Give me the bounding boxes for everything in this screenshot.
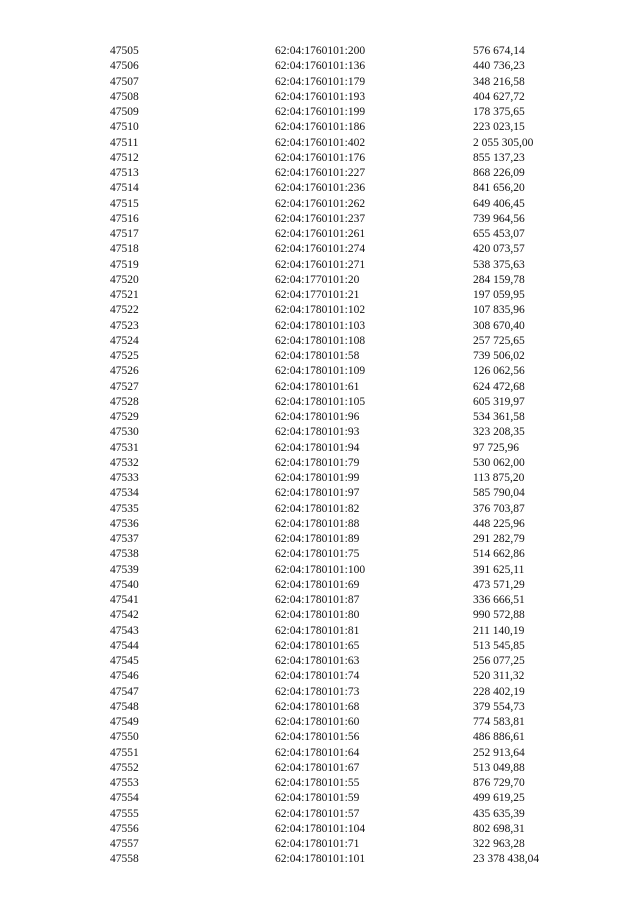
cadastral-value: 530 062,00 bbox=[473, 456, 525, 469]
cadastral-value: 576 674,14 bbox=[473, 45, 525, 57]
cadastral-number: 62:04:1760101:136 bbox=[275, 60, 366, 73]
row-number: 47523 bbox=[110, 319, 139, 332]
row-number: 47546 bbox=[110, 670, 139, 683]
row-number: 47542 bbox=[110, 609, 139, 622]
row-number: 47551 bbox=[110, 746, 139, 759]
cadastral-number: 62:04:1760101:236 bbox=[275, 182, 366, 195]
cadastral-number: 62:04:1760101:227 bbox=[275, 167, 366, 179]
cadastral-value: 739 964,56 bbox=[473, 212, 525, 225]
cadastral-value: 308 670,40 bbox=[473, 319, 525, 332]
row-number: 47545 bbox=[110, 655, 139, 667]
cadastral-value: 435 635,39 bbox=[473, 807, 525, 820]
cadastral-value: 107 835,96 bbox=[473, 304, 525, 317]
cadastral-number: 62:04:1780101:69 bbox=[275, 578, 360, 591]
table-row bbox=[0, 44, 640, 59]
cadastral-number: 62:04:1780101:67 bbox=[275, 761, 360, 774]
cadastral-number: 62:04:1780101:94 bbox=[275, 441, 360, 454]
table-row bbox=[0, 212, 640, 227]
table-row bbox=[0, 441, 640, 456]
cadastral-number: 62:04:1780101:93 bbox=[275, 426, 360, 439]
row-number: 47556 bbox=[110, 822, 139, 835]
table-row bbox=[0, 90, 640, 105]
row-number: 47513 bbox=[110, 167, 139, 179]
row-number: 47511 bbox=[110, 136, 139, 149]
cadastral-number: 62:04:1780101:88 bbox=[275, 517, 360, 530]
table-row bbox=[0, 624, 640, 639]
table-row bbox=[0, 776, 640, 791]
cadastral-value: 655 453,07 bbox=[473, 228, 525, 240]
cadastral-value: 868 226,09 bbox=[473, 167, 525, 179]
cadastral-value: 323 208,35 bbox=[473, 426, 525, 439]
cadastral-value: 379 554,73 bbox=[473, 700, 525, 713]
table-row bbox=[0, 807, 640, 822]
cadastral-number: 62:04:1780101:82 bbox=[275, 502, 360, 515]
cadastral-value: 514 662,86 bbox=[473, 548, 525, 561]
table-row bbox=[0, 471, 640, 486]
row-number: 47525 bbox=[110, 350, 139, 362]
cadastral-number: 62:04:1770101:21 bbox=[275, 289, 360, 301]
cadastral-number: 62:04:1780101:97 bbox=[275, 487, 360, 500]
table-row bbox=[0, 685, 640, 700]
table-row bbox=[0, 761, 640, 776]
cadastral-number: 62:04:1760101:237 bbox=[275, 212, 366, 225]
table-row bbox=[0, 395, 640, 410]
cadastral-value: 448 225,96 bbox=[473, 517, 525, 530]
table-row bbox=[0, 181, 640, 196]
row-number: 47541 bbox=[110, 594, 139, 606]
cadastral-value: 513 049,88 bbox=[473, 761, 525, 774]
cadastral-value: 223 023,15 bbox=[473, 121, 525, 134]
cadastral-value: 605 319,97 bbox=[473, 395, 525, 408]
row-number: 47522 bbox=[110, 304, 139, 317]
cadastral-value: 499 619,25 bbox=[473, 792, 525, 805]
cadastral-number: 62:04:1760101:199 bbox=[275, 106, 366, 118]
cadastral-value: 113 875,20 bbox=[473, 472, 525, 484]
table-row bbox=[0, 227, 640, 242]
cadastral-number: 62:04:1780101:80 bbox=[275, 609, 360, 622]
cadastral-number: 62:04:1780101:68 bbox=[275, 700, 360, 713]
cadastral-number: 62:04:1780101:71 bbox=[275, 838, 360, 850]
cadastral-value: 440 736,23 bbox=[473, 60, 525, 73]
row-number: 47527 bbox=[110, 380, 139, 393]
table-row bbox=[0, 349, 640, 364]
row-number: 47553 bbox=[110, 777, 139, 789]
cadastral-value: 404 627,72 bbox=[473, 90, 525, 103]
cadastral-number: 62:04:1780101:79 bbox=[275, 456, 360, 469]
table-row bbox=[0, 654, 640, 669]
row-number: 47538 bbox=[110, 548, 139, 561]
cadastral-number: 62:04:1760101:200 bbox=[275, 45, 366, 57]
table-row bbox=[0, 746, 640, 761]
row-number: 47557 bbox=[110, 838, 139, 850]
cadastral-number: 62:04:1760101:193 bbox=[275, 90, 366, 103]
cadastral-value: 2 055 305,00 bbox=[473, 136, 534, 149]
cadastral-value: 420 073,57 bbox=[473, 243, 525, 256]
cadastral-number: 62:04:1780101:63 bbox=[275, 655, 360, 667]
cadastral-number: 62:04:1780101:102 bbox=[275, 304, 366, 317]
cadastral-number: 62:04:1760101:271 bbox=[275, 258, 366, 271]
cadastral-value: 252 913,64 bbox=[473, 746, 525, 759]
cadastral-value: 23 378 438,04 bbox=[473, 853, 540, 866]
row-number: 47526 bbox=[110, 365, 139, 378]
table-row bbox=[0, 578, 640, 593]
cadastral-number: 62:04:1780101:87 bbox=[275, 594, 360, 606]
row-number: 47535 bbox=[110, 502, 139, 515]
table-row bbox=[0, 151, 640, 166]
cadastral-number: 62:04:1760101:262 bbox=[275, 197, 366, 210]
cadastral-number: 62:04:1780101:57 bbox=[275, 807, 360, 820]
cadastral-number: 62:04:1780101:109 bbox=[275, 365, 366, 378]
row-number: 47528 bbox=[110, 395, 139, 408]
table-row bbox=[0, 105, 640, 120]
table-row bbox=[0, 303, 640, 318]
row-number: 47533 bbox=[110, 472, 139, 484]
row-number: 47555 bbox=[110, 807, 139, 820]
table-row bbox=[0, 59, 640, 74]
cadastral-number: 62:04:1780101:75 bbox=[275, 548, 360, 561]
row-number: 47531 bbox=[110, 441, 139, 454]
row-number: 47524 bbox=[110, 334, 139, 347]
cadastral-value: 126 062,56 bbox=[473, 365, 525, 378]
row-number: 47548 bbox=[110, 700, 139, 713]
table-row bbox=[0, 837, 640, 852]
table-row bbox=[0, 669, 640, 684]
cadastral-value: 284 159,78 bbox=[473, 273, 525, 286]
cadastral-value: 291 282,79 bbox=[473, 533, 525, 545]
cadastral-number: 62:04:1780101:65 bbox=[275, 639, 360, 652]
cadastral-value: 211 140,19 bbox=[473, 624, 525, 637]
cadastral-number: 62:04:1760101:186 bbox=[275, 121, 366, 134]
cadastral-number: 62:04:1780101:55 bbox=[275, 777, 360, 789]
row-number: 47540 bbox=[110, 578, 139, 591]
table-row bbox=[0, 242, 640, 257]
cadastral-number: 62:04:1780101:89 bbox=[275, 533, 360, 545]
cadastral-value: 97 725,96 bbox=[473, 441, 519, 454]
row-number: 47506 bbox=[110, 60, 139, 73]
cadastral-value: 855 137,23 bbox=[473, 151, 525, 164]
table-row bbox=[0, 319, 640, 334]
row-number: 47550 bbox=[110, 731, 139, 744]
cadastral-value: 774 583,81 bbox=[473, 716, 525, 728]
row-number: 47509 bbox=[110, 106, 139, 118]
row-number: 47520 bbox=[110, 273, 139, 286]
table-row bbox=[0, 273, 640, 288]
cadastral-number: 62:04:1780101:105 bbox=[275, 395, 366, 408]
row-number: 47517 bbox=[110, 228, 139, 240]
table-row bbox=[0, 364, 640, 379]
cadastral-number: 62:04:1780101:59 bbox=[275, 792, 360, 805]
cadastral-value: 376 703,87 bbox=[473, 502, 525, 515]
cadastral-number: 62:04:1780101:64 bbox=[275, 746, 360, 759]
row-number: 47537 bbox=[110, 533, 139, 545]
row-number: 47508 bbox=[110, 90, 139, 103]
cadastral-value: 520 311,32 bbox=[473, 670, 525, 683]
table-row bbox=[0, 75, 640, 90]
row-number: 47518 bbox=[110, 243, 139, 256]
cadastral-number: 62:04:1780101:73 bbox=[275, 685, 360, 698]
row-number: 47510 bbox=[110, 121, 139, 134]
cadastral-number: 62:04:1780101:101 bbox=[275, 853, 366, 866]
table-row bbox=[0, 563, 640, 578]
row-number: 47516 bbox=[110, 212, 139, 225]
row-number: 47554 bbox=[110, 792, 139, 805]
row-number: 47515 bbox=[110, 197, 139, 210]
cadastral-number: 62:04:1760101:179 bbox=[275, 75, 366, 88]
row-number: 47532 bbox=[110, 456, 139, 469]
table-row bbox=[0, 410, 640, 425]
cadastral-value: 322 963,28 bbox=[473, 838, 525, 850]
table-row bbox=[0, 136, 640, 151]
cadastral-value: 473 571,29 bbox=[473, 578, 525, 591]
table-row bbox=[0, 730, 640, 745]
table-row bbox=[0, 700, 640, 715]
table-row bbox=[0, 456, 640, 471]
cadastral-number: 62:04:1780101:60 bbox=[275, 716, 360, 728]
row-number: 47558 bbox=[110, 853, 139, 866]
cadastral-value: 802 698,31 bbox=[473, 822, 525, 835]
cadastral-value-table bbox=[0, 44, 640, 868]
cadastral-value: 649 406,45 bbox=[473, 197, 525, 210]
cadastral-value: 197 059,95 bbox=[473, 289, 525, 301]
cadastral-number: 62:04:1780101:81 bbox=[275, 624, 360, 637]
row-number: 47536 bbox=[110, 517, 139, 530]
row-number: 47543 bbox=[110, 624, 139, 637]
row-number: 47505 bbox=[110, 45, 139, 57]
row-number: 47534 bbox=[110, 487, 139, 500]
cadastral-number: 62:04:1780101:103 bbox=[275, 319, 366, 332]
cadastral-value: 990 572,88 bbox=[473, 609, 525, 622]
cadastral-value: 256 077,25 bbox=[473, 655, 525, 667]
cadastral-value: 841 656,20 bbox=[473, 182, 525, 195]
table-row bbox=[0, 486, 640, 501]
cadastral-value: 513 545,85 bbox=[473, 639, 525, 652]
cadastral-number: 62:04:1760101:274 bbox=[275, 243, 366, 256]
cadastral-number: 62:04:1780101:99 bbox=[275, 472, 360, 484]
table-row bbox=[0, 502, 640, 517]
cadastral-value: 336 666,51 bbox=[473, 594, 525, 606]
cadastral-number: 62:04:1780101:74 bbox=[275, 670, 360, 683]
row-number: 47547 bbox=[110, 685, 139, 698]
table-row bbox=[0, 197, 640, 212]
cadastral-number: 62:04:1780101:56 bbox=[275, 731, 360, 744]
cadastral-number: 62:04:1760101:176 bbox=[275, 151, 366, 164]
table-row bbox=[0, 852, 640, 867]
cadastral-value: 534 361,58 bbox=[473, 411, 525, 423]
row-number: 47521 bbox=[110, 289, 139, 301]
table-row bbox=[0, 517, 640, 532]
cadastral-number: 62:04:1770101:20 bbox=[275, 273, 360, 286]
cadastral-value: 624 472,68 bbox=[473, 380, 525, 393]
row-number: 47539 bbox=[110, 563, 139, 576]
cadastral-number: 62:04:1760101:261 bbox=[275, 228, 366, 240]
table-row bbox=[0, 380, 640, 395]
cadastral-value: 178 375,65 bbox=[473, 106, 525, 118]
row-number: 47544 bbox=[110, 639, 139, 652]
table-row bbox=[0, 166, 640, 181]
table-row bbox=[0, 608, 640, 623]
table-row bbox=[0, 639, 640, 654]
table-row bbox=[0, 547, 640, 562]
cadastral-value: 348 216,58 bbox=[473, 75, 525, 88]
table-row bbox=[0, 593, 640, 608]
row-number: 47507 bbox=[110, 75, 139, 88]
cadastral-number: 62:04:1780101:104 bbox=[275, 822, 366, 835]
table-row bbox=[0, 791, 640, 806]
cadastral-number: 62:04:1780101:58 bbox=[275, 350, 360, 362]
cadastral-number: 62:04:1780101:100 bbox=[275, 563, 366, 576]
cadastral-value: 585 790,04 bbox=[473, 487, 525, 500]
table-row bbox=[0, 715, 640, 730]
table-row bbox=[0, 120, 640, 135]
table-row bbox=[0, 822, 640, 837]
cadastral-value: 739 506,02 bbox=[473, 350, 525, 362]
row-number: 47529 bbox=[110, 411, 139, 423]
cadastral-value: 486 886,61 bbox=[473, 731, 525, 744]
cadastral-value: 391 625,11 bbox=[473, 563, 525, 576]
cadastral-number: 62:04:1780101:96 bbox=[275, 411, 360, 423]
table-row bbox=[0, 532, 640, 547]
row-number: 47530 bbox=[110, 426, 139, 439]
table-row bbox=[0, 288, 640, 303]
cadastral-number: 62:04:1780101:108 bbox=[275, 334, 366, 347]
table-row bbox=[0, 334, 640, 349]
row-number: 47514 bbox=[110, 182, 139, 195]
cadastral-value: 257 725,65 bbox=[473, 334, 525, 347]
cadastral-number: 62:04:1760101:402 bbox=[275, 136, 366, 149]
cadastral-value: 538 375,63 bbox=[473, 258, 525, 271]
row-number: 47519 bbox=[110, 258, 139, 271]
cadastral-number: 62:04:1780101:61 bbox=[275, 380, 360, 393]
row-number: 47512 bbox=[110, 151, 139, 164]
cadastral-value: 876 729,70 bbox=[473, 777, 525, 789]
table-row bbox=[0, 425, 640, 440]
row-number: 47549 bbox=[110, 716, 139, 728]
row-number: 47552 bbox=[110, 761, 139, 774]
cadastral-value: 228 402,19 bbox=[473, 685, 525, 698]
table-row bbox=[0, 258, 640, 273]
